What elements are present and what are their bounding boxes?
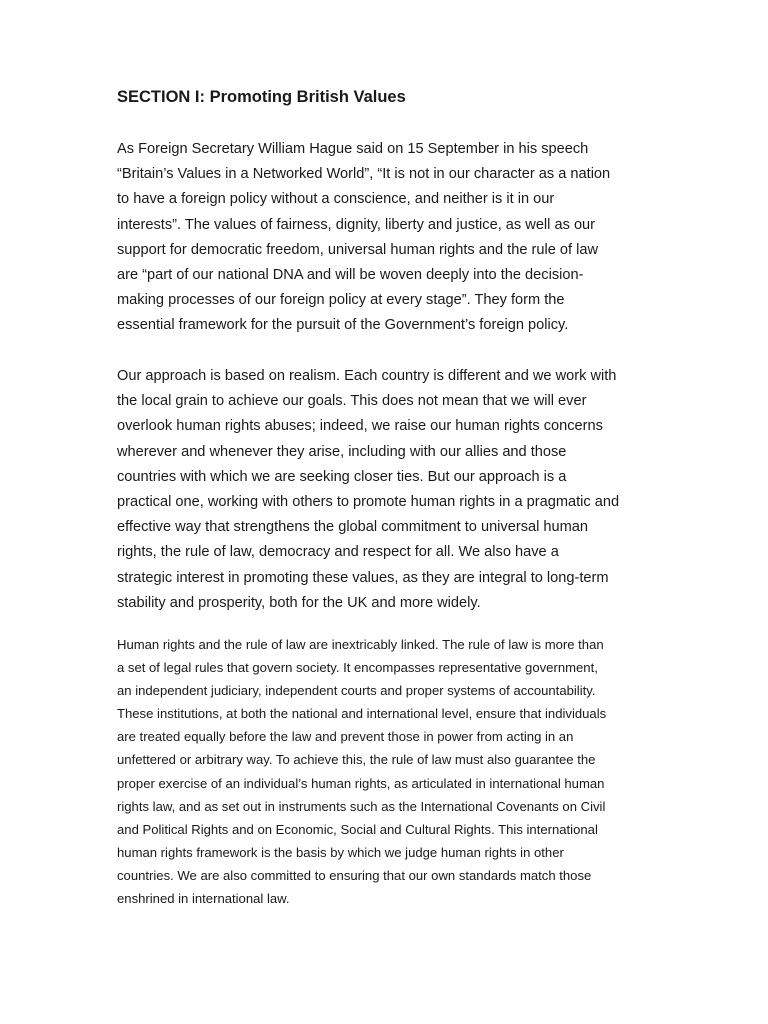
paragraph-line: making processes of our foreign policy at every stage”. They form the bbox=[117, 292, 565, 309]
paragraph-line: practical one, working with others to promote human rights in a pragmatic and bbox=[117, 494, 620, 511]
paragraph-line: proper exercise of an individual’s human rights, as articulated in international human bbox=[117, 775, 605, 791]
paragraph-line: stability and prosperity, both for the UK and more widely. bbox=[117, 594, 481, 611]
paragraph-line: Our approach is based on realism. Each country is different and we work with bbox=[117, 368, 617, 384]
paragraph-line: “Britain’s Values in a Networked World”, “It is not in our character as a nation bbox=[117, 166, 611, 183]
paragraph-line: unfettered or arbitrary way. To achieve this, the rule of law must also guarantee the bbox=[117, 752, 596, 768]
paragraph-line: overlook human rights abuses; indeed, we raise our human rights concerns bbox=[117, 418, 603, 435]
paragraph-line: Human rights and the rule of law are inextricably linked. The rule of law is more than bbox=[117, 637, 604, 652]
paragraph-line: enshrined in international law. bbox=[117, 891, 290, 907]
paragraph-line: strategic interest in promoting these values, as they are integral to long-term bbox=[117, 569, 609, 586]
paragraph-line: wherever and whenever they arise, including with our allies and those bbox=[117, 443, 567, 460]
paragraph-approach bbox=[117, 364, 657, 616]
paragraph-line: to have a foreign policy without a conscience, and neither is it in our bbox=[117, 191, 555, 208]
paragraph-line: interests”. The values of fairness, dignity, liberty and justice, as well as our bbox=[117, 216, 596, 233]
paragraph-line: human rights framework is the basis by which we judge human rights in other bbox=[117, 844, 564, 860]
paragraph-hague-speech bbox=[117, 137, 657, 339]
paragraph-line: As Foreign Secretary William Hague said on 15 September in his speech bbox=[117, 141, 589, 157]
paragraph-rule-of-law bbox=[117, 633, 657, 910]
paragraph-line: support for democratic freedom, universal human rights and the rule of law bbox=[117, 241, 599, 258]
paragraph-line: effective way that strengthens the global commitment to universal human bbox=[117, 519, 589, 536]
paragraph-line: and Political Rights and on Economic, Social and Cultural Rights. This international bbox=[117, 821, 598, 837]
paragraph-line: are “part of our national DNA and will be woven deeply into the decision- bbox=[117, 267, 584, 284]
paragraph-line: an independent judiciary, independent courts and proper systems of accountability. bbox=[117, 683, 596, 699]
paragraph-line: rights law, and as set out in instruments such as the International Covenants on Civil bbox=[117, 798, 606, 814]
paragraph-line: rights, the rule of law, democracy and respect for all. We also have a bbox=[117, 544, 559, 561]
paragraph-line: the local grain to achieve our goals. This does not mean that we will ever bbox=[117, 393, 587, 410]
paragraph-line: countries with which we are seeking closer ties. But our approach is a bbox=[117, 468, 567, 485]
paragraph-line: essential framework for the pursuit of the Government’s foreign policy. bbox=[117, 317, 569, 334]
paragraph-line: countries. We are also committed to ensuring that our own standards match those bbox=[117, 867, 592, 883]
paragraph-line: are treated equally before the law and prevent those in power from acting in an bbox=[117, 729, 574, 745]
section-heading: SECTION I: Promoting British Values bbox=[117, 88, 406, 106]
paragraph-line: a set of legal rules that govern society. It encompasses representative government, bbox=[117, 660, 598, 676]
paragraph-line: These institutions, at both the national and international level, ensure that individuals bbox=[117, 706, 607, 722]
